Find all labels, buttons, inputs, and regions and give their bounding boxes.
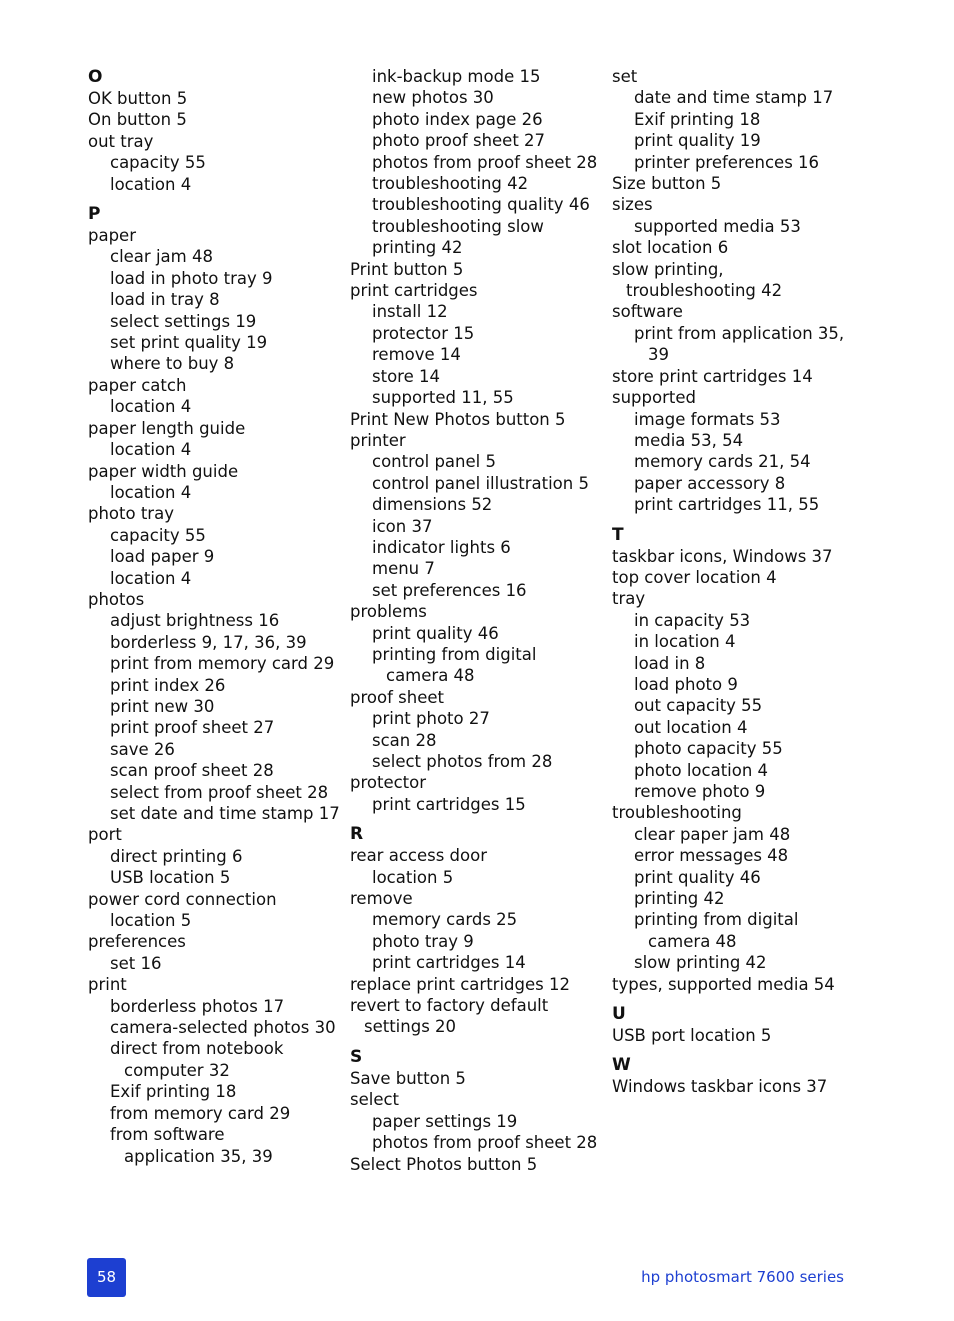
index-entry: preferences	[88, 932, 186, 952]
index-subentry: Exif printing 18	[110, 1082, 237, 1102]
index-subentry: computer 32	[124, 1060, 230, 1080]
index-entry: port	[88, 825, 122, 845]
section-letter: U	[612, 1004, 626, 1025]
index-subentry: out location 4	[634, 717, 748, 737]
index-subentry: printing from digital	[372, 644, 537, 664]
index-entry: power cord connection	[88, 889, 277, 909]
index-subentry: error messages 48	[634, 846, 789, 866]
index-subentry: load in tray 8	[110, 290, 220, 310]
section-letter: R	[350, 824, 364, 845]
index-subentry: printing 42	[372, 238, 463, 258]
index-entry: Windows taskbar icons 37	[612, 1077, 828, 1097]
index-subentry: in capacity 53	[634, 610, 751, 630]
index-subentry: load paper 9	[110, 547, 215, 567]
index-subentry: where to buy 8	[110, 354, 235, 374]
index-column-2	[350, 66, 600, 1183]
index-entry: taskbar icons, Windows 37	[612, 546, 833, 566]
index-entry: paper catch	[88, 375, 187, 395]
index-subentry: printing 42	[634, 889, 725, 909]
index-subentry: from memory card 29	[110, 1103, 291, 1123]
index-subentry: icon 37	[372, 516, 433, 536]
index-subentry: control panel illustration 5	[372, 473, 589, 493]
index-subentry: print quality 46	[634, 867, 761, 887]
index-entry: out tray	[88, 131, 154, 151]
index-subentry: USB location 5	[110, 868, 231, 888]
index-subentry: select photos from 28	[372, 752, 553, 771]
index-section-t	[612, 524, 872, 996]
index-subentry: application 35, 39	[124, 1146, 273, 1166]
index-subentry: location 4	[110, 440, 192, 460]
index-subentry: new photos 30	[372, 88, 494, 108]
index-subentry: supported media 53	[634, 216, 801, 236]
index-entry: types, supported media 54	[612, 974, 835, 994]
index-subentry: set 16	[110, 953, 162, 973]
index-section-r	[350, 823, 600, 1038]
index-subentry: 39	[648, 345, 669, 365]
index-subentry: troubleshooting 42	[372, 174, 529, 194]
index-subentry: photos from proof sheet 28	[372, 152, 598, 172]
index-subentry: save 26	[110, 739, 175, 759]
index-entry: print	[88, 975, 127, 995]
index-subentry: memory cards 25	[372, 910, 518, 930]
index-section-w	[612, 1054, 872, 1097]
index-subentry: photo location 4	[634, 760, 769, 780]
page-number-badge: 58	[87, 1258, 126, 1297]
index-entry: Save button 5	[350, 1068, 466, 1088]
index-subentry: printing from digital	[634, 910, 799, 930]
section-letter: W	[612, 1055, 631, 1076]
index-subentry: print photo 27	[372, 709, 490, 729]
index-subentry: media 53, 54	[634, 430, 744, 450]
index-entry: proof sheet	[350, 687, 444, 707]
index-subentry: direct printing 6	[110, 846, 243, 866]
index-subentry: adjust brightness 16	[110, 611, 280, 631]
index-subentry: location 4	[110, 568, 192, 588]
index-subentry: scan 28	[372, 730, 437, 750]
index-entry: Print button 5	[350, 259, 464, 279]
index-subentry: load in 8	[634, 653, 706, 673]
index-subentry: remove 14	[372, 345, 461, 365]
index-subentry: troubleshooting 42	[626, 281, 783, 301]
index-subentry: location 5	[110, 911, 192, 931]
index-section-s	[350, 1046, 600, 1175]
index-subentry: supported 11, 55	[372, 388, 514, 408]
index-entry: software	[612, 302, 683, 322]
index-subentry: photo tray 9	[372, 931, 474, 951]
index-subentry: control panel 5	[372, 452, 496, 472]
index-entry: replace print cartridges 12	[350, 974, 570, 994]
index-subentry: protector 15	[372, 323, 475, 343]
section-letter: O	[88, 67, 103, 87]
index-subentry: capacity 55	[110, 153, 206, 173]
index-subentry: camera 48	[386, 666, 475, 686]
index-entry: Select Photos button 5	[350, 1154, 538, 1174]
index-subentry: from software	[110, 1125, 225, 1145]
index-subentry: camera 48	[648, 931, 737, 951]
index-section-p	[88, 203, 338, 1167]
index-section-continued	[612, 66, 872, 516]
index-entry: paper length guide	[88, 418, 246, 438]
index-entry: photo tray	[88, 504, 174, 524]
index-subentry: Exif printing 18	[634, 109, 761, 129]
index-subentry: photo proof sheet 27	[372, 131, 546, 151]
index-subentry: load in photo tray 9	[110, 268, 273, 288]
index-subentry: location 4	[110, 482, 192, 502]
index-section-continued	[350, 66, 600, 815]
index-subentry: select settings 19	[110, 311, 257, 331]
index-subentry: borderless 9, 17, 36, 39	[110, 632, 307, 652]
index-entry: USB port location 5	[612, 1026, 772, 1046]
index-column-1	[88, 66, 338, 1175]
index-subentry: print proof sheet 27	[110, 718, 275, 738]
index-subentry: printer preferences 16	[634, 152, 820, 172]
index-subentry: print quality 19	[634, 131, 761, 151]
index-subentry: print from application 35,	[634, 323, 845, 343]
index-subentry: print new 30	[110, 696, 215, 716]
footer-title: hp photosmart 7600 series	[641, 1268, 844, 1286]
index-entry: select	[350, 1090, 400, 1110]
index-entry: OK button 5	[88, 89, 188, 108]
index-subentry: print cartridges 14	[372, 953, 526, 973]
index-entry: slow printing,	[612, 259, 724, 279]
index-entry: rear access door	[350, 846, 488, 866]
index-entry: print cartridges	[350, 281, 478, 301]
index-column-3	[612, 66, 872, 1106]
index-subentry: troubleshooting slow	[372, 216, 544, 236]
index-subentry: capacity 55	[110, 525, 206, 545]
index-subentry: load photo 9	[634, 674, 738, 694]
index-entry: On button 5	[88, 110, 187, 130]
index-entry: troubleshooting	[612, 803, 742, 823]
index-subentry: out capacity 55	[634, 696, 763, 716]
index-subentry: paper settings 19	[372, 1111, 518, 1131]
index-entry: set	[612, 67, 638, 86]
index-entry: slot location 6	[612, 238, 729, 258]
section-letter: P	[88, 204, 101, 225]
index-subentry: location 4	[110, 174, 192, 194]
index-subentry: print cartridges 11, 55	[634, 495, 820, 515]
index-entry: tray	[612, 589, 646, 609]
index-entry: revert to factory default	[350, 996, 549, 1016]
index-subentry: clear paper jam 48	[634, 824, 791, 844]
index-subentry: ink-backup mode 15	[372, 67, 541, 86]
index-subentry: set print quality 19	[110, 333, 268, 353]
index-entry: store print cartridges 14	[612, 366, 813, 386]
index-subentry: direct from notebook	[110, 1039, 284, 1059]
index-entry: protector	[350, 773, 427, 793]
index-subentry: in location 4	[634, 632, 736, 652]
index-subentry: location 5	[372, 867, 454, 887]
index-subentry: paper accessory 8	[634, 473, 786, 493]
index-subentry: remove photo 9	[634, 782, 766, 801]
index-subentry: photos from proof sheet 28	[372, 1133, 598, 1153]
index-subentry: memory cards 21, 54	[634, 452, 811, 472]
index-entry: photos	[88, 589, 145, 609]
index-subentry: install 12	[372, 302, 448, 322]
section-letter: S	[350, 1046, 363, 1067]
index-subentry: photo capacity 55	[634, 739, 783, 759]
index-subentry: settings 20	[364, 1017, 457, 1037]
index-subentry: dimensions 52	[372, 495, 493, 515]
index-entry: Size button 5	[612, 174, 722, 194]
index-subentry: select from proof sheet 28	[110, 782, 329, 802]
index-entry: supported	[612, 388, 696, 408]
index-subentry: store 14	[372, 366, 440, 386]
index-subentry: image formats 53	[634, 409, 781, 429]
section-letter: T	[612, 524, 624, 545]
index-subentry: print from memory card 29	[110, 654, 335, 674]
index-subentry: set date and time stamp 17	[110, 804, 340, 823]
index-subentry: scan proof sheet 28	[110, 761, 274, 781]
index-entry: Print New Photos button 5	[350, 409, 566, 429]
index-subentry: print quality 46	[372, 623, 499, 643]
index-entry: problems	[350, 602, 427, 622]
index-subentry: camera-selected photos 30	[110, 1018, 336, 1038]
index-section-u	[612, 1003, 872, 1046]
index-subentry: print cartridges 15	[372, 794, 526, 814]
index-subentry: set preferences 16	[372, 580, 527, 600]
index-subentry: date and time stamp 17	[634, 88, 834, 108]
index-entry: remove	[350, 889, 413, 909]
index-section-o	[88, 66, 338, 195]
index-entry: printer	[350, 430, 406, 450]
index-subentry: menu 7	[372, 559, 435, 579]
index-entry: sizes	[612, 195, 653, 215]
index-entry: paper width guide	[88, 461, 239, 481]
index-subentry: clear jam 48	[110, 247, 213, 267]
index-entry: top cover location 4	[612, 567, 777, 587]
index-subentry: borderless photos 17	[110, 996, 285, 1016]
index-subentry: slow printing 42	[634, 953, 767, 973]
index-subentry: troubleshooting quality 46	[372, 195, 590, 215]
index-entry: paper	[88, 226, 136, 246]
index-subentry: print index 26	[110, 675, 226, 695]
index-subentry: photo index page 26	[372, 109, 543, 129]
index-subentry: location 4	[110, 397, 192, 417]
index-subentry: indicator lights 6	[372, 537, 511, 557]
